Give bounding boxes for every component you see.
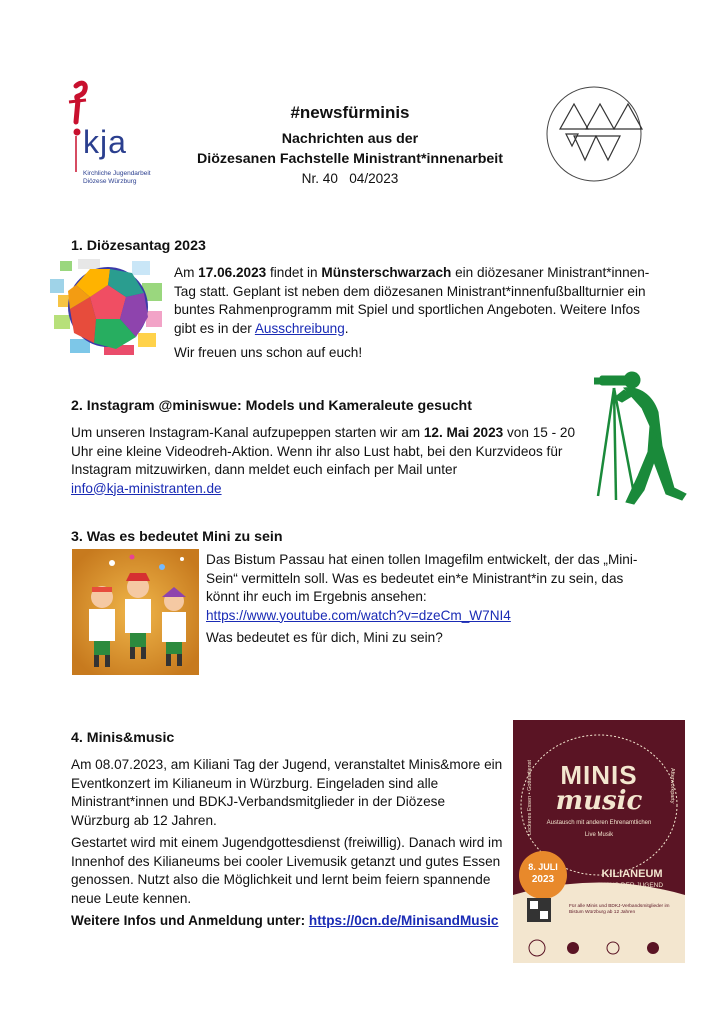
- page-subtitle-2: Diözesanen Fachstelle Ministrant*innenarbeit: [197, 151, 503, 167]
- ministrant-triangle-logo: [544, 84, 644, 184]
- poster-arc-left: Leckeres Essen • Gottesdienst: [527, 760, 533, 835]
- section-4-paragraph-2: Gestartet wird mit einem Jugendgottesdienst (freiwillig). Danach wird im Innenhof des Kilianeums bei cooler Livemusik getanzt und gutes Essen genossen. Nutzt also die Möglichkeit und lernt beim feiern spannende neue Leute kennen.: [71, 835, 503, 906]
- poster-audience: Für alle Minis und BDKJ-Verbandsmitglieder im Bistum Würzburg ab 12 Jahren: [569, 904, 670, 915]
- kja-logo-text: kja: [83, 124, 127, 160]
- email-link[interactable]: info@kja-ministranten.de: [71, 480, 222, 496]
- section-4-paragraph-3: [71, 912, 511, 931]
- s2-text-a: Um unseren Instagram-Kanal aufzupeppen starten wir am: [71, 425, 424, 440]
- soccer-ball-image: [48, 257, 166, 357]
- issue-number: Nr. 40 04/2023: [301, 171, 399, 186]
- s1-place: Münsterschwarzach: [321, 265, 452, 280]
- header-block: [180, 103, 520, 189]
- poster-arc-center: Austausch mit anderen Ehrenamtlichen: [546, 820, 652, 826]
- section-1-paragraph: [174, 264, 652, 338]
- section-3-paragraph: [206, 551, 646, 625]
- ausschreibung-link[interactable]: Ausschreibung: [254, 320, 345, 336]
- s3-text: Das Bistum Passau hat einen tollen Imagefilm entwickelt, der das „Mini-Sein“ vermitteln soll. Was es bedeutet ein*e Ministrant*in zu sein, das könnt ihr euch im Ergebnis ansehen:: [206, 552, 638, 604]
- section-2-paragraph: [71, 424, 579, 498]
- poster-date-1: 8. JULI: [528, 862, 558, 872]
- photographer-silhouette: [594, 368, 690, 508]
- poster-date-2: 2023: [531, 874, 555, 885]
- section-2-heading: 2. Instagram @miniswue: Models und Kameraleute gesucht: [71, 398, 472, 414]
- s1-text-d: .: [344, 320, 349, 336]
- s1-text-a: Am: [174, 265, 199, 280]
- minis-music-link[interactable]: https://0cn.de/MinisandMusic: [308, 913, 499, 928]
- poster-arc-right: Afterworkparty: [669, 768, 675, 804]
- section-1-heading: 1. Diözesantag 2023: [71, 238, 206, 254]
- s1-text-c: ein diözesaner Ministrant*innen-Tag statt. Geplant ist neben dem diözesanen Ministrant*innenfußballturnier ein buntes Rahmenprogramm mit Spiel und sportlichen Angeboten. Weitere Infos gibt es in der: [174, 265, 650, 336]
- poster-title-2: music: [555, 786, 643, 816]
- section-1-closing: Wir freuen uns schon auf euch!: [174, 345, 363, 360]
- youtube-link[interactable]: https://www.youtube.com/watch?v=dzeCm_W7NI4: [206, 607, 511, 623]
- s2-text-b: von 15 - 20 Uhr eine kleine Videodreh-Aktion. Wenn ihr also Lust habt, bei den Kurzvideos für Instagram mitzuwirken, dann meldet euch einfach per Mail unter: [71, 425, 576, 477]
- kja-logo-line2: Diözese Würzburg: [83, 178, 137, 185]
- section-4-heading: 4. Minis&music: [71, 730, 175, 746]
- s1-date: 17.06.2023: [198, 265, 267, 280]
- section-4-paragraph-1: Am 08.07.2023, am Kiliani Tag der Jugend, veranstaltet Minis&more ein Eventkonzert im Kilianeum in Würzburg. Eingeladen sind alle Ministrant*innen und BDKJ-Verbandsmitglieder in der Diözese Würzburg ab 12 Jahren.: [71, 757, 503, 828]
- s1-text-b: findet in: [266, 265, 322, 280]
- section-3-heading: 3. Was es bedeutet Mini zu sein: [71, 529, 283, 545]
- poster-venue-2: HAUS DER JUGEND: [600, 882, 664, 889]
- altar-servers-image: [72, 549, 199, 675]
- poster-title-1: MINIS: [560, 760, 638, 790]
- poster-venue-1: KILIANEUM: [601, 868, 663, 880]
- poster-live: Live Musik: [584, 832, 614, 838]
- minis-music-poster: [513, 720, 685, 963]
- kja-logo-line1: Kirchliche Jugendarbeit: [83, 170, 151, 177]
- section-3-question: Was bedeutet es für dich, Mini zu sein?: [206, 630, 443, 645]
- page-title: #newsfürminis: [290, 103, 410, 122]
- s2-date: 12. Mai 2023: [423, 425, 504, 440]
- page-subtitle-1: Nachrichten aus der: [281, 131, 419, 147]
- s4-info-label: Weitere Infos und Anmeldung unter:: [71, 913, 309, 928]
